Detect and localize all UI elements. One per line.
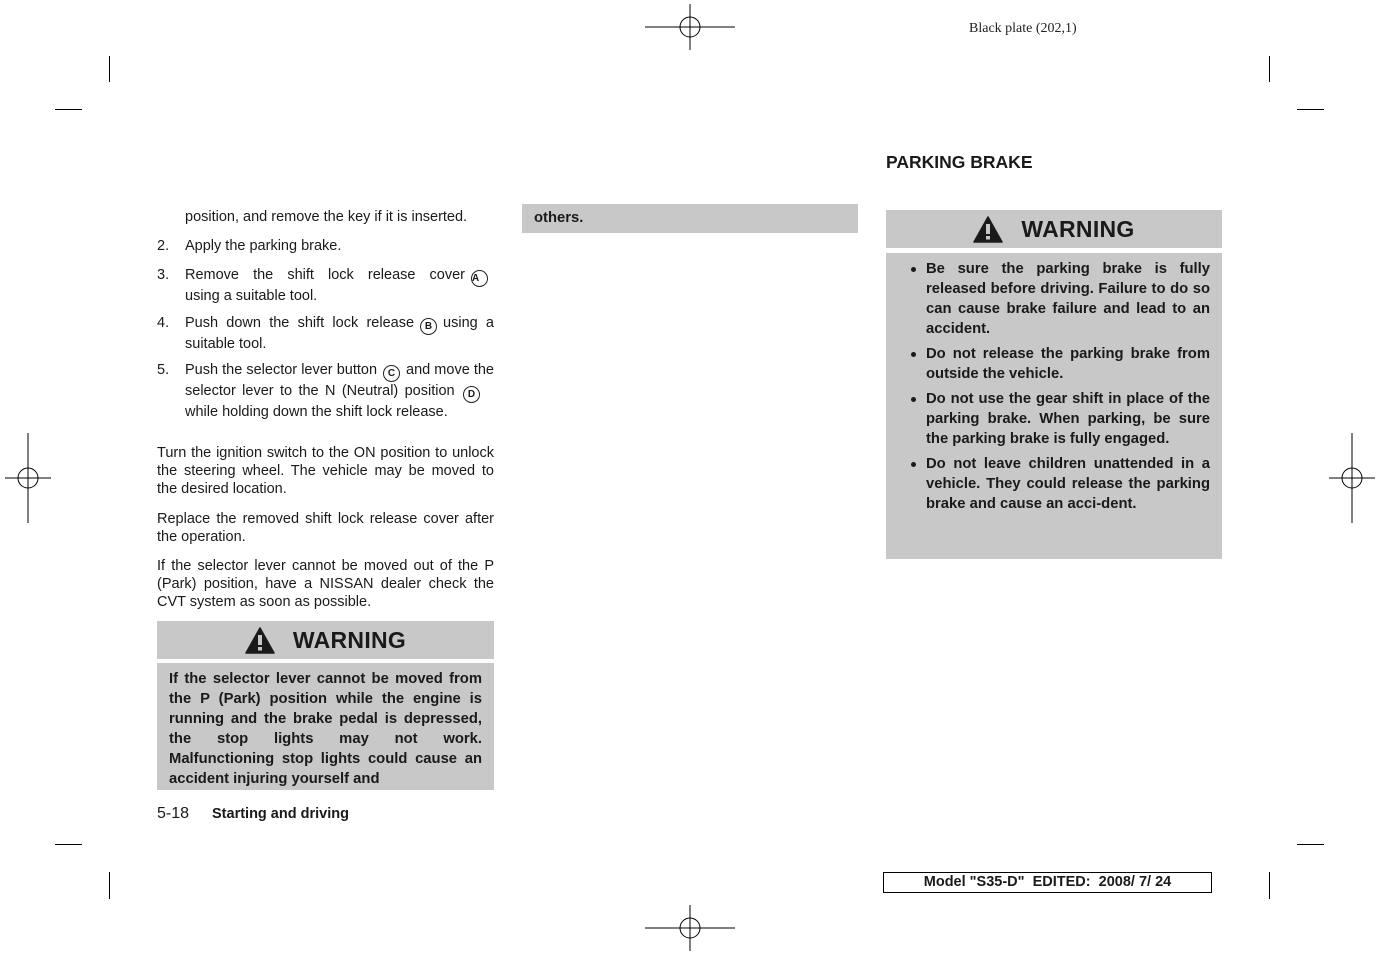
crop-mark-icon [1297,844,1324,845]
continued-warning-text: others. [534,210,584,226]
warning-bullet: Do not leave children unattended in a vehicle. They could release the parking brake and cause an acci-dent. [898,454,1210,514]
crop-mark-icon [55,109,82,110]
page-number: 5-18 [157,805,190,822]
step-text-before: Push down the shift lock release [185,315,415,331]
warning-bullet: Do not use the gear shift in place of the parking brake. When parking, be sure the parking brake is fully engaged. [898,389,1210,449]
warning-title: WARNING [1021,215,1135,242]
step-text-after: using a suitable tool. [185,288,318,304]
registration-mark-icon [645,4,735,50]
warning-bullet: Be sure the parking brake is fully released before driving. Failure to do so can cause brake failure and lead to an accident. [898,259,1210,339]
warning-text: If the selector lever cannot be moved from the P (Park) position while the engine is running and the brake pedal is depressed, the stop lights may not work. Malfunctioning stop lights could cause an accident injuring yourself and [169,671,482,787]
continued-warning-box [522,204,858,233]
registration-mark-icon [5,433,51,523]
warning-header [157,621,494,659]
callout-b-icon: B [420,318,437,335]
warning-list [898,259,1210,514]
step-text [185,266,494,287]
step-5 [157,361,494,421]
step-text-mid: and move the selector lever to the N (Neutral) position [185,362,494,399]
step-text-after: using a suitable tool. [185,315,495,352]
crop-mark-icon [109,56,110,82]
registration-mark-icon [1329,433,1375,523]
crop-mark-icon [1269,56,1270,82]
section-title: PARKING BRAKE [886,152,1033,172]
step-number: 4. [157,315,170,331]
step-text: Apply the parking brake. [185,238,342,254]
section-name: Starting and driving [212,806,349,822]
callout-c-icon: C [383,365,400,382]
plate-label: Black plate (202,1) [969,21,1077,36]
step-text-before: Push the selector lever button [185,362,378,378]
warning-header [886,210,1222,248]
continuation-text-line: position, and remove the key if it is inserted. [185,209,468,225]
paragraph: Turn the ignition switch to the ON position to unlock the steering wheel. The vehicle may be moved to the desired location. [157,445,494,497]
crop-mark-icon [55,844,82,845]
paragraph: If the selector lever cannot be moved out of the P (Park) position, have a NISSAN dealer check the CVT system as soon as possible. [157,558,494,610]
paragraph: Replace the removed shift lock release cover after the operation. [157,511,494,545]
step-number: 2. [157,238,170,254]
warning-title: WARNING [292,626,407,653]
warning-triangle-icon [973,216,1003,243]
step-text [185,361,494,421]
crop-mark-icon [1297,109,1324,110]
step-4 [157,314,494,353]
step-2 [157,237,494,255]
step-text-before: Remove the shift lock release cover [185,267,465,283]
model-edit-box: Model "S35-D" EDITED: 2008/ 7/ 24 [883,872,1212,893]
step-text [185,314,494,353]
step-text-after: while holding down the shift lock release. [185,404,448,420]
warning-triangle-icon [245,627,275,654]
warning-body [886,253,1222,559]
crop-mark-icon [1269,872,1270,899]
step-number: 3. [157,267,170,283]
step-3 [157,266,494,305]
warning-bullet: Do not release the parking brake from outside the vehicle. [898,344,1210,384]
step-number: 5. [157,362,170,378]
callout-a-icon: A [471,270,488,287]
warning-body [157,663,494,790]
registration-mark-icon [645,905,735,951]
continuation-text [157,208,494,226]
callout-d-icon: D [463,386,480,403]
crop-mark-icon [109,872,110,899]
